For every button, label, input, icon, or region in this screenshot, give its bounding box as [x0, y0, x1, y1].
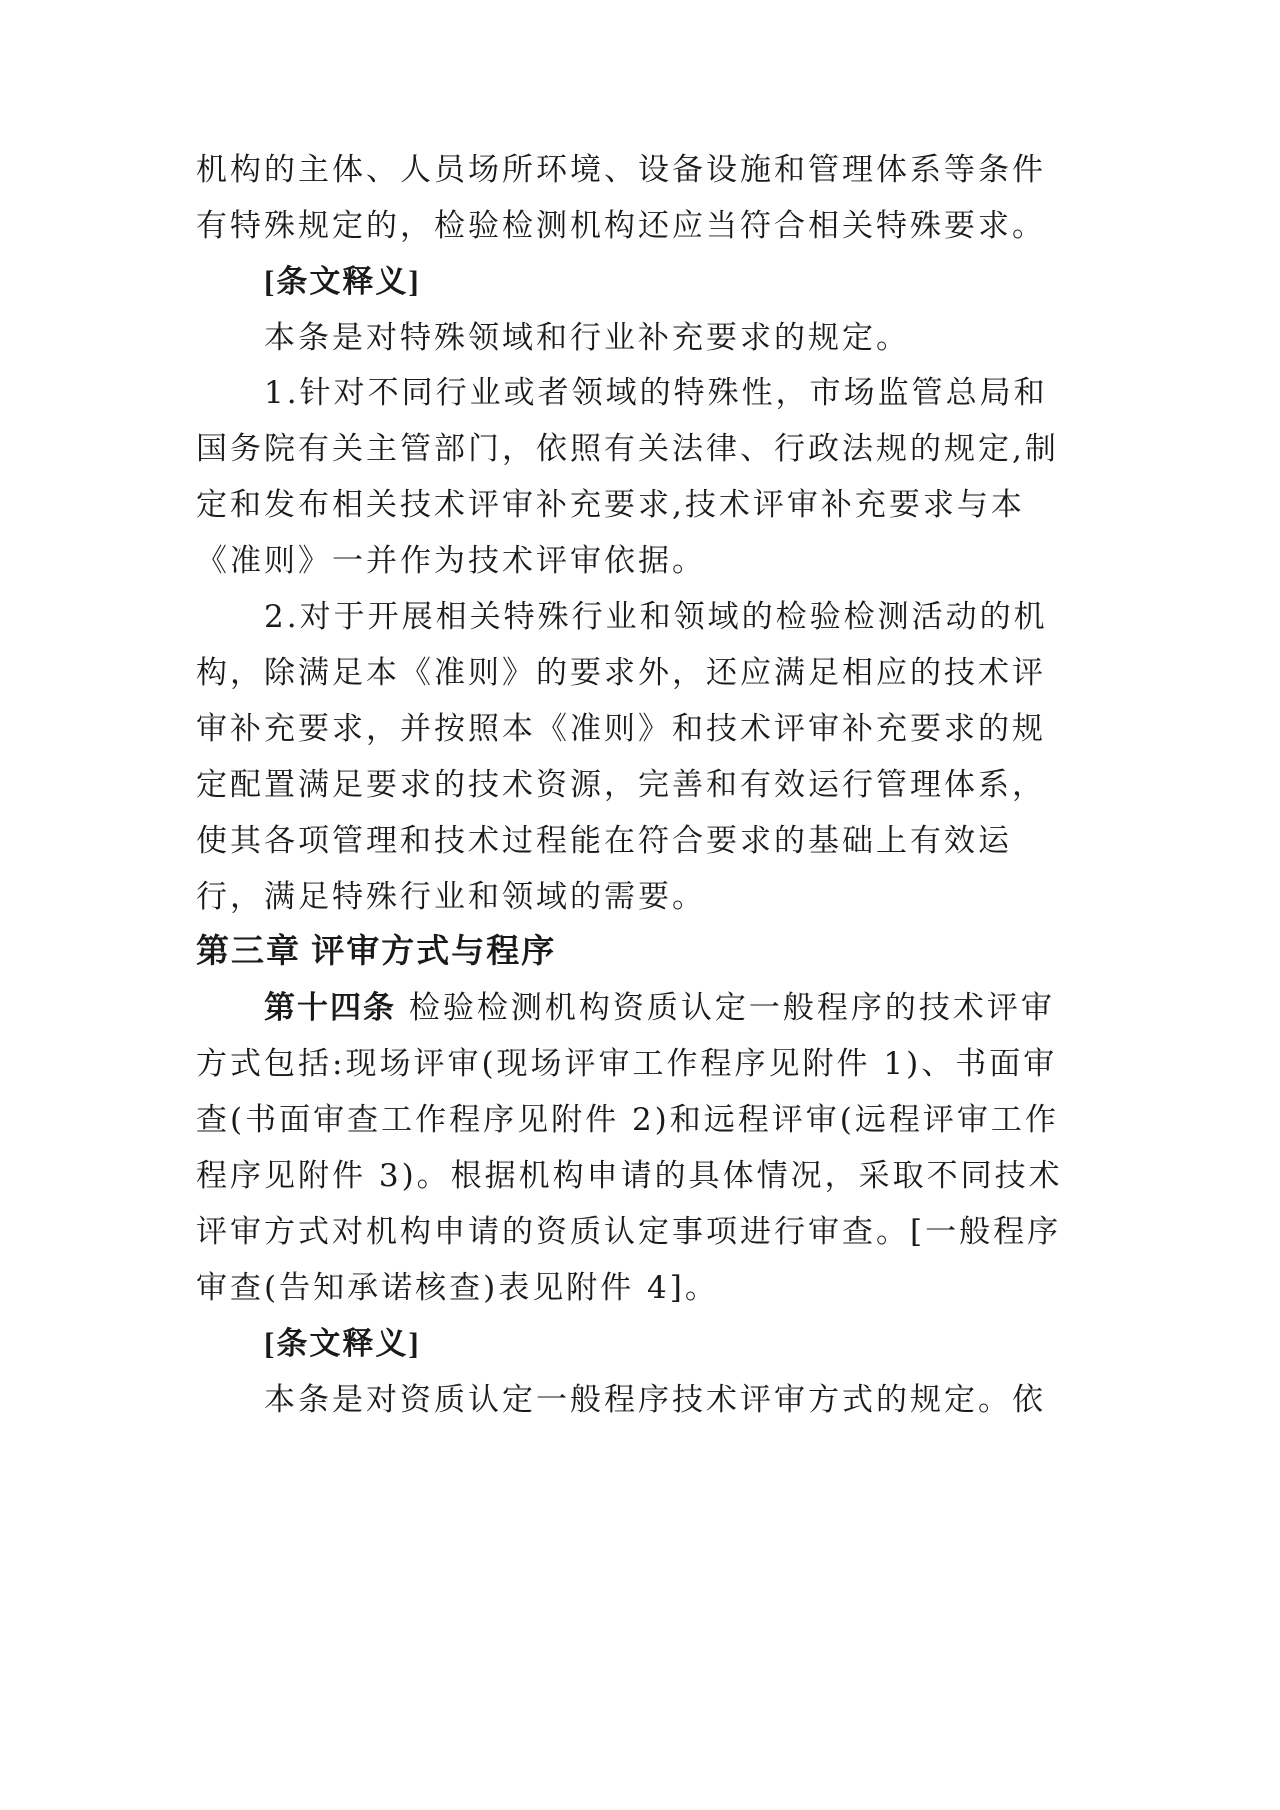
interpretation-heading: [条文释义]: [264, 1326, 421, 1361]
article-line: 评审方式对机构申请的资质认定事项进行审查。[一般程序: [196, 1214, 1062, 1250]
item-line: 构，除满足本《准则》的要求外，还应满足相应的技术评: [196, 655, 1046, 691]
item-line: 审补充要求，并按照本《准则》和技术评审补充要求的规: [196, 711, 1046, 747]
article-line: 审查(告知承诺核查)表见附件 4]。: [196, 1270, 719, 1306]
item-line: 1.针对不同行业或者领域的特殊性，市场监管总局和: [264, 375, 1048, 411]
item-line: 定和发布相关技术评审补充要求,技术评审补充要求与本: [196, 487, 1025, 523]
article-text: 检验检测机构资质认定一般程序的技术评审: [408, 990, 1055, 1026]
interpretation-intro: 本条是对资质认定一般程序技术评审方式的规定。依: [264, 1382, 1046, 1418]
item-line: 行，满足特殊行业和领域的需要。: [196, 879, 706, 915]
article-first-line: [264, 988, 1164, 1028]
article-label: 第十四条: [264, 990, 396, 1025]
article-line: 查(书面审查工作程序见附件 2)和远程评审(远程评审工作: [196, 1102, 1059, 1138]
interpretation-intro: 本条是对特殊领域和行业补充要求的规定。: [264, 320, 910, 356]
paragraph-line: 机构的主体、人员场所环境、设备设施和管理体系等条件: [196, 152, 1046, 188]
item-line: 使其各项管理和技术过程能在符合要求的基础上有效运: [196, 823, 1012, 859]
item-line: 国务院有关主管部门，依照有关法律、行政法规的规定,制: [196, 431, 1059, 467]
item-line: 2.对于开展相关特殊行业和领域的检验检测活动的机: [264, 599, 1048, 635]
chapter-title: 第三章 评审方式与程序: [196, 934, 557, 970]
item-line: 定配置满足要求的技术资源，完善和有效运行管理体系，: [196, 767, 1046, 803]
paragraph-line: 有特殊规定的，检验检测机构还应当符合相关特殊要求。: [196, 208, 1046, 244]
interpretation-heading: [条文释义]: [264, 264, 421, 299]
item-line: 《准则》一并作为技术评审依据。: [196, 543, 706, 579]
article-line: 程序见附件 3)。根据机构申请的具体情况，采取不同技术: [196, 1158, 1063, 1194]
article-line: 方式包括:现场评审(现场评审工作程序见附件 1)、书面审: [196, 1046, 1058, 1082]
